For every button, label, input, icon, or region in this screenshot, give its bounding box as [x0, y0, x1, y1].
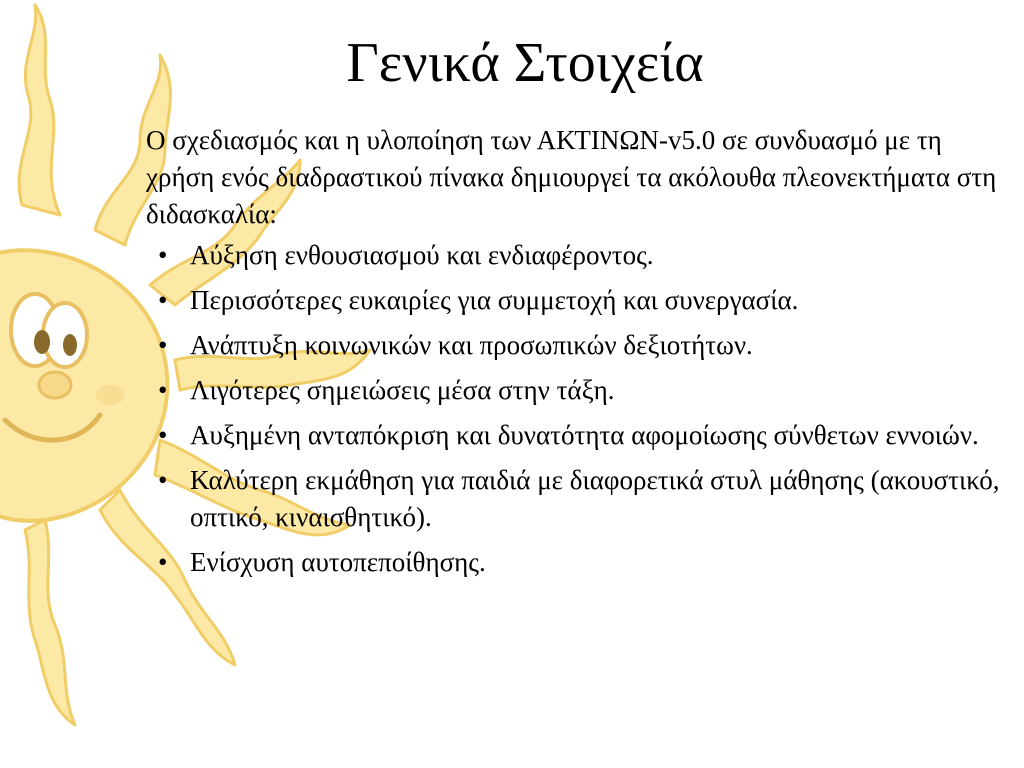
- bullet-item: [146, 372, 1006, 409]
- sun-nose: [39, 372, 71, 398]
- bullet-marker: •: [158, 285, 168, 315]
- bullet-item: [146, 237, 1006, 274]
- bullet-text: Ανάπτυξη κοινωνικών και προσωπικών δεξιοτήτων.: [190, 330, 753, 360]
- intro-paragraph: Ο σχεδιασμός και η υλοποίηση των ΑΚΤΙΝΩΝ-v5.0 σε συνδυασμό με τη χρήση ενός διαδραστικού πίνακα δημιουργεί τα ακόλουθα πλεονεκτήματα στη διδασκαλία:: [146, 125, 997, 229]
- bullet-text: Καλύτερη εκμάθηση για παιδιά με διαφορετικά στυλ μάθησης (ακουστικό, οπτικό, κιναισθητικό).: [190, 465, 1000, 532]
- sun-face: [0, 250, 167, 521]
- bullet-marker: •: [158, 547, 168, 577]
- sun-cheek: [96, 385, 124, 405]
- sun-pupil-right: [63, 334, 77, 356]
- bullet-item: [146, 544, 1006, 581]
- slide-body: [146, 122, 1006, 589]
- bullet-text: Ενίσχυση αυτοπεποίθησης.: [190, 547, 486, 577]
- bullet-marker: •: [158, 330, 168, 360]
- bullet-text: Λιγότερες σημειώσεις μέσα στην τάξη.: [190, 375, 615, 405]
- sun-pupil-left: [34, 330, 50, 354]
- sun-ray: [25, 520, 75, 725]
- sun-ray: [19, 5, 60, 215]
- bullet-item: [146, 327, 1006, 364]
- sun-eye-right: [43, 303, 87, 367]
- slide-title: Γενικά Στοιχεία: [346, 32, 704, 94]
- bullet-marker: •: [158, 375, 168, 405]
- bullet-marker: •: [158, 465, 168, 495]
- bullet-list: [146, 237, 1006, 581]
- bullet-text: Αυξημένη ανταπόκριση και δυνατότητα αφομοίωσης σύνθετων εννοιών.: [190, 420, 979, 450]
- bullet-item: [146, 462, 1006, 536]
- bullet-item: [146, 282, 1006, 319]
- bullet-marker: •: [158, 240, 168, 270]
- bullet-item: [146, 417, 1006, 454]
- bullet-text: Αύξηση ενθουσιασμού και ενδιαφέροντος.: [190, 240, 654, 270]
- bullet-text: Περισσότερες ευκαιρίες για συμμετοχή και συνεργασία.: [190, 285, 799, 315]
- bullet-marker: •: [158, 420, 168, 450]
